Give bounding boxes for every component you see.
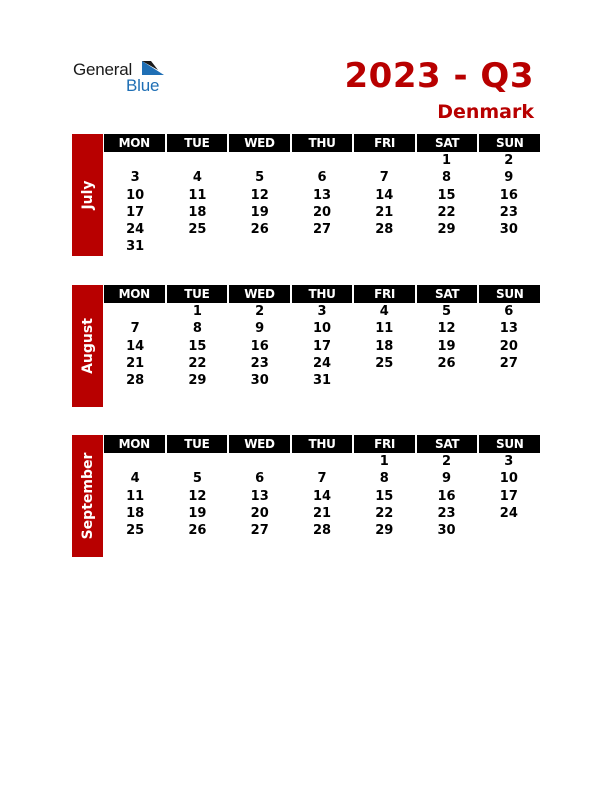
- day-cell: 5: [192, 471, 202, 487]
- day-cell: [229, 238, 291, 255]
- weekday-header: WED: [229, 285, 290, 303]
- month-grid: [104, 435, 540, 539]
- day-cell: 31: [126, 239, 145, 255]
- day-cell: 28: [312, 523, 332, 539]
- weekday-header: SAT: [417, 285, 478, 303]
- day-cell: [415, 372, 477, 389]
- day-cell: 23: [499, 204, 518, 220]
- day-cell: 7: [317, 471, 327, 487]
- day-cell: 8: [192, 321, 202, 337]
- weekday-header-row: [104, 435, 540, 453]
- month-name: July: [79, 180, 96, 210]
- logo-flag-icon: [142, 61, 164, 77]
- weekday-header: FRI: [354, 285, 415, 303]
- week-row: [104, 320, 540, 337]
- weekday-header: THU: [292, 285, 353, 303]
- day-cell: 28: [375, 222, 394, 238]
- weekday-header: WED: [229, 134, 290, 152]
- day-cell: 1: [442, 153, 452, 168]
- day-cell: 15: [437, 187, 456, 203]
- day-cell: 25: [375, 355, 394, 371]
- day-cell: 11: [188, 187, 207, 203]
- day-cell: [104, 453, 166, 470]
- day-cell: [104, 152, 166, 169]
- month-label-bar: [72, 435, 103, 557]
- day-cell: [166, 238, 228, 255]
- week-row: [104, 338, 540, 355]
- day-cell: 30: [250, 373, 269, 389]
- logo-word-blue: Blue: [126, 76, 160, 95]
- day-cell: 29: [188, 373, 207, 389]
- day-cell: 16: [499, 187, 518, 203]
- logo-word-general: General: [73, 60, 133, 79]
- day-cell: 3: [317, 304, 327, 319]
- day-cell: 1: [192, 304, 202, 319]
- day-cell: 17: [312, 338, 332, 354]
- week-row: [104, 221, 540, 238]
- day-cell: 4: [192, 170, 202, 186]
- day-cell: 29: [437, 222, 456, 238]
- day-cell: 14: [375, 187, 394, 203]
- day-cell: 6: [317, 170, 327, 186]
- weekday-header: SUN: [479, 435, 540, 453]
- weekday-header: MON: [104, 285, 165, 303]
- weekday-header: THU: [292, 435, 353, 453]
- day-cell: 19: [188, 505, 207, 521]
- day-cell: 6: [504, 304, 514, 319]
- day-cell: 25: [126, 523, 145, 539]
- week-row: [104, 169, 540, 186]
- day-cell: 10: [312, 321, 332, 337]
- day-cell: 4: [379, 304, 389, 319]
- day-cell: 12: [250, 187, 269, 203]
- weekday-header: SAT: [417, 134, 478, 152]
- day-cell: 9: [504, 170, 514, 186]
- day-cell: [229, 453, 291, 470]
- day-cell: 20: [250, 505, 269, 521]
- day-cell: 17: [499, 488, 518, 504]
- day-cell: 11: [375, 321, 394, 337]
- day-cell: 24: [126, 222, 145, 238]
- week-row: [104, 238, 540, 255]
- day-cell: 18: [188, 204, 207, 220]
- day-cell: 2: [504, 153, 514, 168]
- day-cell: 31: [312, 373, 332, 389]
- week-row: [104, 505, 540, 522]
- day-cell: 14: [312, 488, 332, 504]
- month-name: September: [79, 452, 96, 540]
- day-cell: 23: [437, 505, 456, 521]
- weekday-header: SUN: [479, 285, 540, 303]
- week-row: [104, 372, 540, 389]
- weekday-header: SUN: [479, 134, 540, 152]
- day-cell: [166, 453, 228, 470]
- day-cell: [478, 522, 540, 539]
- day-cell: 18: [126, 505, 145, 521]
- day-cell: 22: [188, 355, 207, 371]
- day-cell: 19: [250, 204, 269, 220]
- day-cell: 8: [379, 471, 389, 487]
- day-cell: [353, 238, 415, 255]
- week-row: [104, 303, 540, 320]
- day-cell: 22: [437, 204, 456, 220]
- day-cell: 29: [375, 523, 394, 539]
- day-cell: 9: [255, 321, 265, 337]
- month-grid: [104, 285, 540, 389]
- day-cell: [415, 238, 477, 255]
- month-calendar-september: [72, 435, 540, 557]
- day-cell: 27: [499, 355, 518, 371]
- day-cell: 16: [250, 338, 269, 354]
- week-row: [104, 187, 540, 204]
- day-cell: 28: [126, 373, 145, 389]
- weekday-header: FRI: [354, 134, 415, 152]
- month-calendar-july: [72, 134, 540, 256]
- general-blue-logo: [73, 58, 173, 98]
- day-cell: 12: [437, 321, 456, 337]
- week-row: [104, 204, 540, 221]
- day-cell: 2: [255, 304, 265, 319]
- day-cell: 1: [379, 454, 389, 469]
- month-calendar-august: [72, 285, 540, 407]
- day-cell: [229, 152, 291, 169]
- page-title: 2023 - Q3: [344, 56, 534, 96]
- day-cell: 9: [442, 471, 452, 487]
- weekday-header-row: [104, 285, 540, 303]
- day-cell: [353, 152, 415, 169]
- day-cell: 20: [312, 204, 332, 220]
- weekday-header: THU: [292, 134, 353, 152]
- weekday-header: TUE: [167, 435, 228, 453]
- day-cell: 17: [126, 204, 145, 220]
- weekday-header: TUE: [167, 285, 228, 303]
- day-cell: 27: [312, 222, 332, 238]
- month-label-bar: [72, 285, 103, 407]
- day-cell: 21: [375, 204, 394, 220]
- weekday-header: WED: [229, 435, 290, 453]
- day-cell: 5: [442, 304, 452, 319]
- day-cell: 10: [126, 187, 145, 203]
- day-cell: 13: [312, 187, 332, 203]
- day-cell: 12: [188, 488, 207, 504]
- day-cell: 2: [442, 454, 452, 469]
- day-cell: [104, 303, 166, 320]
- week-row: [104, 152, 540, 169]
- weekday-header: MON: [104, 134, 165, 152]
- day-cell: 22: [375, 505, 394, 521]
- month-name: August: [79, 318, 96, 374]
- day-cell: 27: [250, 523, 269, 539]
- day-cell: 23: [250, 355, 269, 371]
- day-cell: 21: [126, 355, 145, 371]
- day-cell: 15: [188, 338, 207, 354]
- weekday-header: SAT: [417, 435, 478, 453]
- day-cell: 15: [375, 488, 394, 504]
- day-cell: 13: [250, 488, 269, 504]
- weekday-header-row: [104, 134, 540, 152]
- day-cell: [291, 238, 353, 255]
- week-row: [104, 522, 540, 539]
- month-grid: [104, 134, 540, 256]
- day-cell: 4: [130, 471, 140, 487]
- day-cell: 8: [442, 170, 452, 186]
- day-cell: [291, 152, 353, 169]
- day-cell: 26: [250, 222, 269, 238]
- month-label-bar: [72, 134, 103, 256]
- day-cell: 7: [379, 170, 389, 186]
- day-cell: 6: [255, 471, 265, 487]
- day-cell: 24: [312, 355, 332, 371]
- day-cell: 19: [437, 338, 456, 354]
- weekday-header: MON: [104, 435, 165, 453]
- day-cell: 25: [188, 222, 207, 238]
- day-cell: [291, 453, 353, 470]
- day-cell: 30: [499, 222, 518, 238]
- day-cell: 16: [437, 488, 456, 504]
- day-cell: 7: [130, 321, 140, 337]
- day-cell: [353, 372, 415, 389]
- day-cell: [166, 152, 228, 169]
- country-name: Denmark: [437, 101, 534, 123]
- day-cell: 30: [437, 523, 456, 539]
- day-cell: 3: [504, 454, 514, 469]
- day-cell: 21: [312, 505, 332, 521]
- week-row: [104, 453, 540, 470]
- day-cell: [478, 238, 540, 255]
- weekday-header: FRI: [354, 435, 415, 453]
- week-row: [104, 470, 540, 487]
- week-row: [104, 488, 540, 505]
- weekday-header: TUE: [167, 134, 228, 152]
- day-cell: 5: [255, 170, 265, 186]
- day-cell: 3: [130, 170, 140, 186]
- day-cell: 18: [375, 338, 394, 354]
- day-cell: 26: [437, 355, 456, 371]
- day-cell: 26: [188, 523, 207, 539]
- day-cell: 13: [499, 321, 518, 337]
- week-row: [104, 355, 540, 372]
- day-cell: 20: [499, 338, 518, 354]
- day-cell: [478, 372, 540, 389]
- day-cell: 10: [499, 471, 518, 487]
- day-cell: 14: [126, 338, 145, 354]
- day-cell: 11: [126, 488, 145, 504]
- day-cell: 24: [499, 505, 518, 521]
